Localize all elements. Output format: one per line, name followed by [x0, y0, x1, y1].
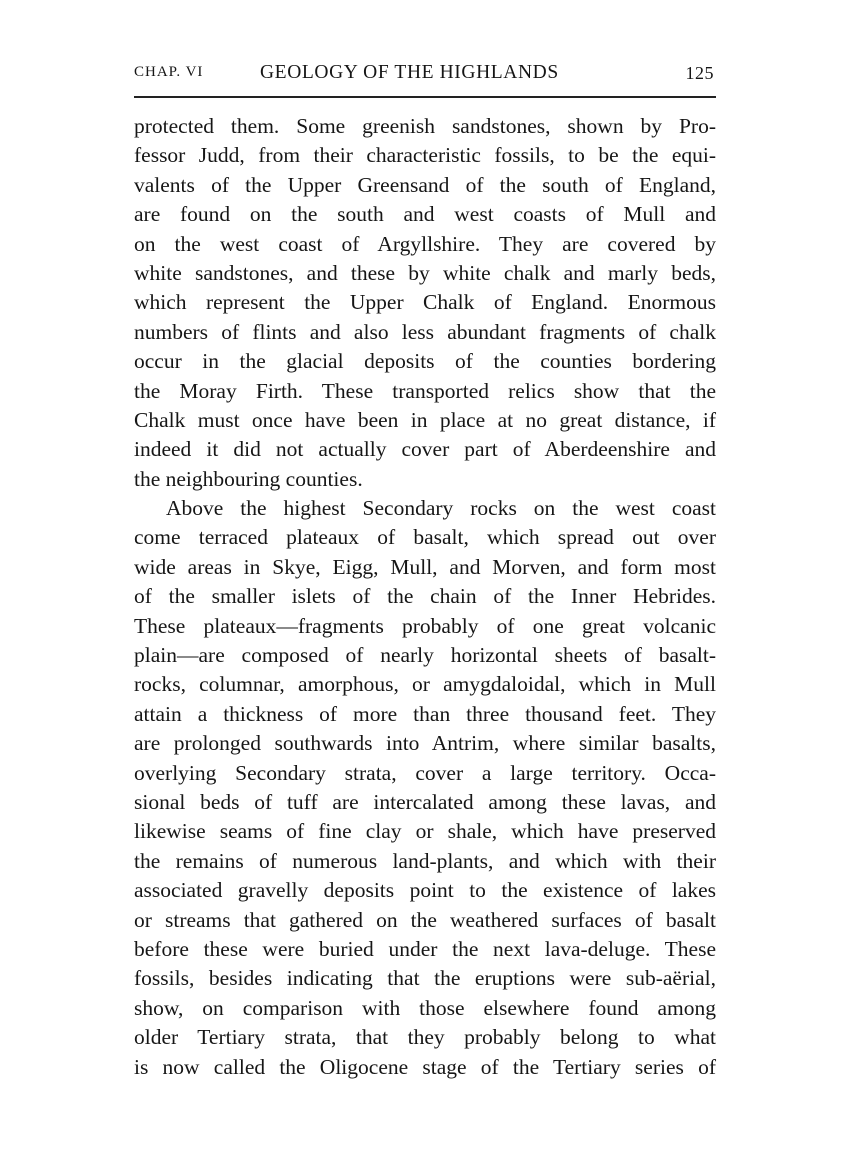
chapter-label: CHAP. VI: [134, 64, 204, 80]
text-line: These plateaux—fragments probably of one great volcanic: [134, 613, 716, 638]
text-line: show, on comparison with those elsewhere found among: [134, 995, 716, 1020]
text-line: overlying Secondary strata, cover a large territory. Occa-: [134, 760, 716, 785]
text-line: on the west coast of Argyllshire. They are covered by: [134, 231, 716, 256]
paragraph: [134, 112, 716, 494]
text-line: fossils, besides indicating that the eruptions were sub-aërial,: [134, 966, 716, 991]
text-line: attain a thickness of more than three thousand feet. They: [134, 701, 716, 726]
text-line: rocks, columnar, amorphous, or amygdaloidal, which in Mull: [134, 672, 716, 697]
header-rule: [134, 96, 716, 98]
text-line: or streams that gathered on the weathered surfaces of basalt: [134, 907, 716, 932]
paragraph: [134, 494, 716, 1082]
text-line: are found on the south and west coasts of Mull and: [134, 202, 716, 227]
text-line: the Moray Firth. These transported relics show that the: [134, 378, 716, 403]
text-line: indeed it did not actually cover part of Aberdeenshire and: [134, 437, 716, 462]
text-line: is now called the Oligocene stage of the Tertiary series of: [134, 1054, 716, 1079]
text-line: are prolonged southwards into Antrim, where similar basalts,: [134, 731, 716, 756]
text-line: likewise seams of fine clay or shale, which have preserved: [134, 819, 716, 844]
text-line: occur in the glacial deposits of the counties bordering: [134, 349, 716, 374]
text-line: which represent the Upper Chalk of England. Enormous: [134, 290, 716, 315]
body-text: [134, 112, 716, 1082]
text-line: associated gravelly deposits point to the existence of lakes: [134, 878, 716, 903]
running-head: [134, 62, 716, 90]
text-line: the neighbouring counties.: [134, 466, 363, 491]
text-line: valents of the Upper Greensand of the south of England,: [134, 172, 716, 197]
text-line: older Tertiary strata, that they probably belong to what: [134, 1025, 716, 1050]
text-line: sional beds of tuff are intercalated among these lavas, and: [134, 789, 716, 814]
running-title: GEOLOGY OF THE HIGHLANDS: [260, 62, 559, 83]
text-line: plain—are composed of nearly horizontal sheets of basalt-: [134, 643, 716, 668]
text-line: come terraced plateaux of basalt, which spread out over: [134, 525, 716, 550]
text-line: fessor Judd, from their characteristic fossils, to be the equi-: [134, 143, 716, 168]
page-number: 125: [685, 63, 714, 83]
text-line: Chalk must once have been in place at no great distance, if: [134, 407, 716, 432]
text-line: numbers of flints and also less abundant fragments of chalk: [134, 319, 716, 344]
text-line: of the smaller islets of the chain of the Inner Hebrides.: [134, 584, 716, 609]
text-line: Above the highest Secondary rocks on the west coast: [166, 496, 716, 521]
text-line: wide areas in Skye, Eigg, Mull, and Morven, and form most: [134, 554, 716, 579]
text-line: the remains of numerous land-plants, and which with their: [134, 848, 716, 873]
text-line: protected them. Some greenish sandstones, shown by Pro-: [134, 114, 716, 138]
text-line: white sandstones, and these by white chalk and marly beds,: [134, 260, 716, 285]
text-line: before these were buried under the next lava-deluge. These: [134, 936, 716, 961]
